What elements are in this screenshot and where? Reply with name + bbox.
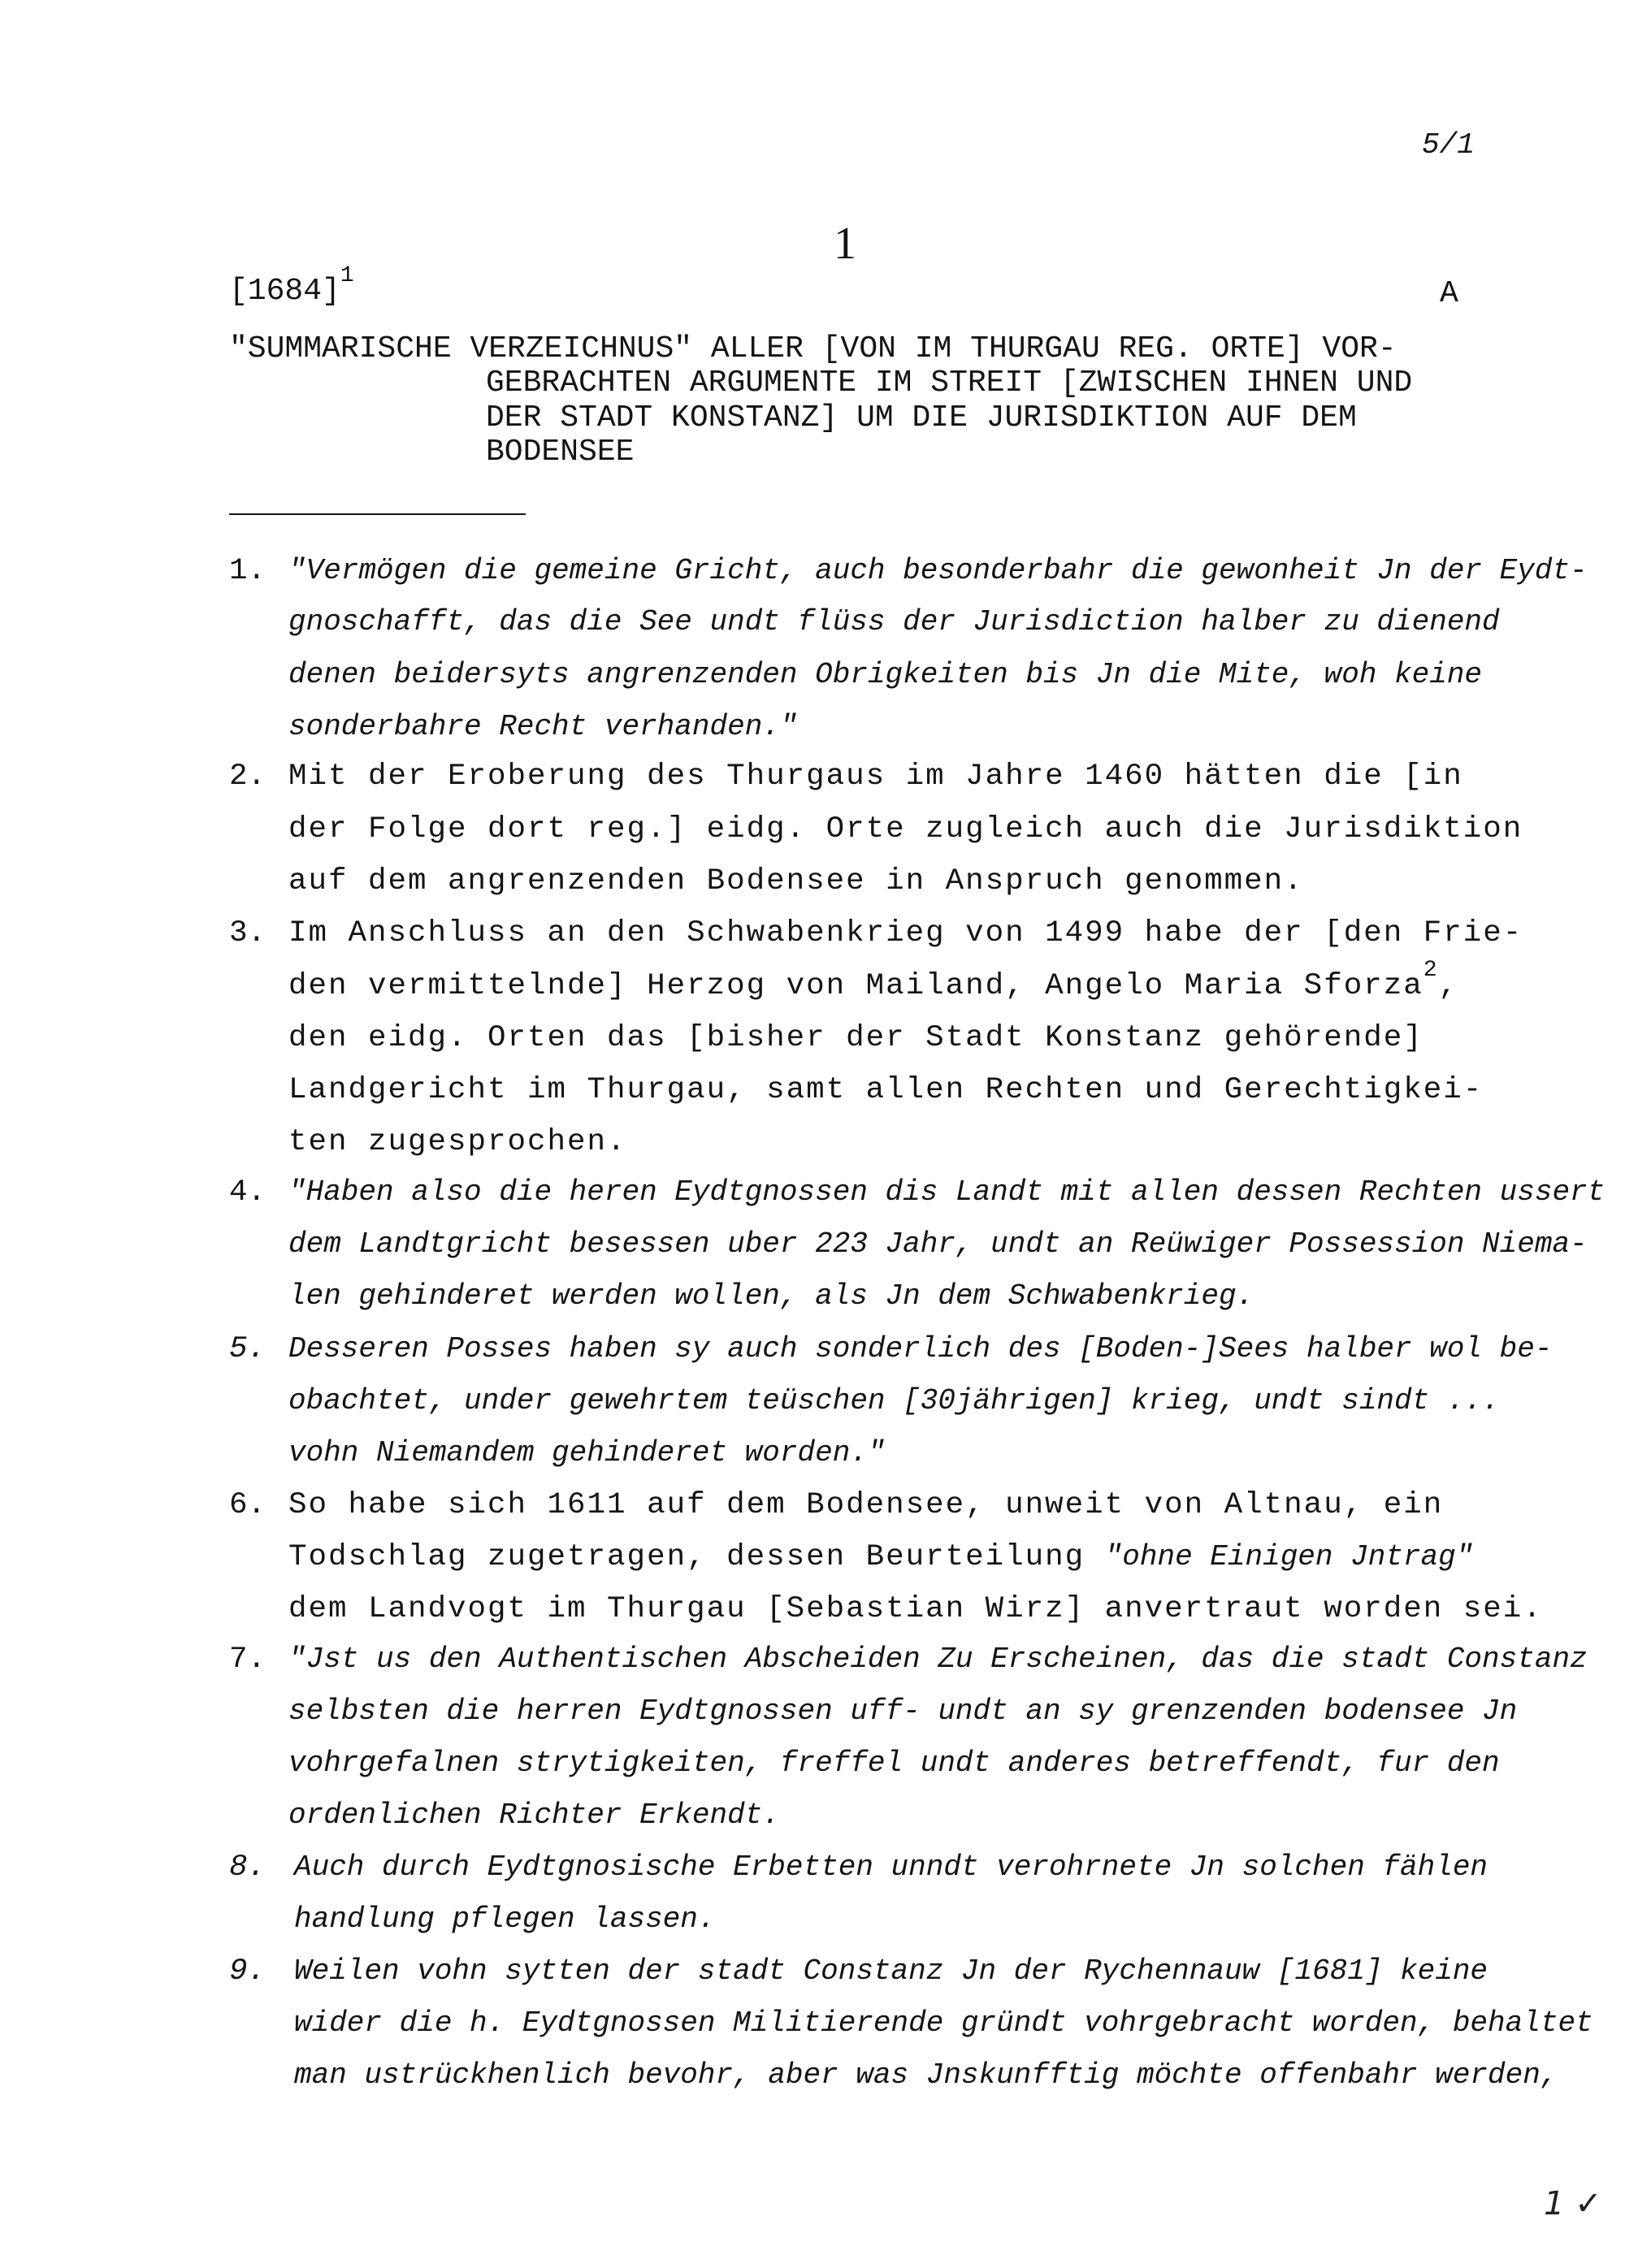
item-line: selbsten die herren Eydtgnossen uff- undt an sy grenzenden bodensee Jn (288, 1695, 1518, 1728)
item-line: Auch durch Eydtgnosische Erbetten unndt verohrnete Jn solchen fählen (294, 1850, 1488, 1884)
item-line: auf dem angrenzenden Bodensee in Anspruch genommen. (288, 864, 1304, 898)
title-line: "SUMMARISCHE VERZEICHNUS" ALLER [VON IM THURGAU REG. ORTE] VOR- (229, 331, 1397, 366)
item-line: sonderbahre Recht verhanden." (288, 710, 798, 743)
item-number: 2. (229, 760, 266, 794)
item-number: 7. (229, 1643, 266, 1677)
item-line: der Folge dort reg.] eidg. Orte zugleich auch die Jurisdiktion (288, 812, 1523, 846)
handwritten-corner-mark: 1 ✓ (1544, 2185, 1602, 2223)
item-line: ten zugesprochen. (288, 1125, 627, 1159)
item-line-tail: , (1438, 969, 1459, 1003)
item-line: obachtet, under gewehrtem teüschen [30jährigen] krieg, undt sindt ... (288, 1384, 1500, 1418)
item-line: "Vermögen die gemeine Gricht, auch besonderbahr die gewonheit Jn der Eydt- (288, 554, 1588, 587)
document-number: 1 (834, 219, 856, 269)
title-line: GEBRACHTEN ARGUMENTE IM STREIT [ZWISCHEN IHNEN UND (486, 366, 1413, 400)
item-line: dem Landtgricht besessen uber 223 Jahr, undt an Reüwiger Possession Niema- (288, 1227, 1588, 1261)
item-line: Im Anschluss an den Schwabenkrieg von 1499 habe der [den Frie- (288, 916, 1523, 950)
item-line: Weilen vohn sytten der stadt Constanz Jn der Rychennauw [1681] keine (294, 1954, 1488, 1988)
title-line: BODENSEE (486, 435, 635, 470)
section-letter: A (1440, 276, 1458, 311)
item-line-text: Todschlag zugetragen, dessen Beurteilung (288, 1540, 1086, 1574)
item-line: den eidg. Orten das [bisher der Stadt Konstanz gehörende] (288, 1021, 1424, 1055)
item-number: 5. (229, 1332, 266, 1366)
item-line: denen beidersyts angrenzenden Obrigkeiten bis Jn die Mite, woh keine (288, 658, 1483, 691)
page-reference: 5/1 (1422, 128, 1475, 162)
item-line (288, 1540, 1473, 1574)
item-line: handlung pflegen lassen. (294, 1902, 716, 1936)
item-line: gnoschafft, das die See undt flüss der Jurisdiction halber zu dienend (288, 605, 1500, 638)
item-line: vohn Niemandem gehinderet worden." (288, 1436, 886, 1469)
item-line-text: den vermittelnde] Herzog von Mailand, Angelo Maria Sforza (288, 969, 1424, 1003)
date-text: [1684] (229, 274, 340, 309)
item-number: 9. (229, 1954, 266, 1989)
title-line: DER STADT KONSTANZ] UM DIE JURISDIKTION AUF DEM (486, 400, 1357, 435)
item-line: "Haben also die heren Eydtgnossen dis Landt mit allen dessen Rechten ussert (288, 1175, 1606, 1209)
footnote-marker: 2 (1423, 958, 1439, 983)
item-number: 6. (229, 1488, 266, 1522)
item-line: dem Landvogt im Thurgau [Sebastian Wirz] anvertraut worden sei. (288, 1592, 1543, 1626)
item-line: wider die h. Eydtgnossen Militierende gründt vohrgebracht worden, behaltet (294, 2006, 1593, 2040)
item-line: So habe sich 1611 auf dem Bodensee, unweit von Altnau, ein (288, 1488, 1444, 1522)
item-number: 8. (229, 1850, 266, 1885)
item-line: vohrgefalnen strytigkeiten, freffel undt anderes betreffendt, fur den (288, 1746, 1500, 1780)
separator-rule (229, 513, 526, 515)
item-line: ordenlichen Richter Erkendt. (288, 1798, 780, 1832)
document-date (229, 263, 354, 309)
date-footnote-marker: 1 (340, 263, 354, 288)
item-line: len gehinderet werden wollen, als Jn dem Schwabenkrieg. (288, 1279, 1254, 1313)
item-line: Desseren Posses haben sy auch sonderlich des [Boden-]Sees halber wol be- (288, 1332, 1553, 1366)
item-number: 4. (229, 1175, 266, 1210)
item-line: man ustrückhenlich bevohr, aber was Jnskunfftig möchte offenbahr werden, (294, 2058, 1558, 2092)
item-number: 1. (229, 554, 266, 588)
item-line: Landgericht im Thurgau, samt allen Rechten und Gerechtigkei- (288, 1073, 1484, 1107)
item-line: Mit der Eroberung des Thurgaus im Jahre 1460 hätten die [in (288, 760, 1463, 794)
item-quote: "ohne Einigen Jntrag" (1104, 1540, 1474, 1573)
item-line (288, 958, 1459, 1003)
item-number: 3. (229, 916, 266, 950)
item-line: "Jst us den Authentischen Abscheiden Zu Erscheinen, das die stadt Constanz (288, 1643, 1588, 1676)
